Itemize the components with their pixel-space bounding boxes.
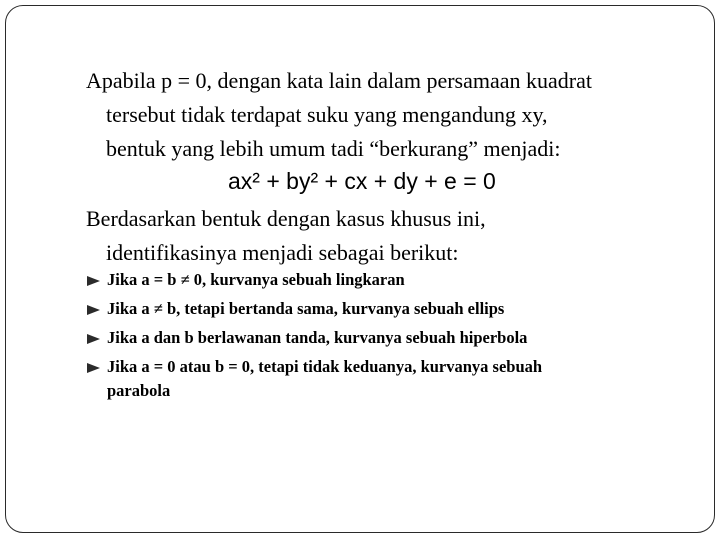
- identification-paragraph: [86, 202, 486, 270]
- case-item-circle: [86, 268, 542, 292]
- intro-line-3: bentuk yang lebih umum tadi “berkurang” menjadi:: [106, 136, 561, 161]
- intro-line-1: Apabila p = 0, dengan kata lain dalam persamaan kuadrat: [86, 68, 592, 93]
- case-text: Jika a ≠ b, tetapi bertanda sama, kurvanya sebuah ellips: [107, 299, 505, 318]
- arrow-bullet-icon: [87, 305, 100, 315]
- case-item-ellipse: [86, 297, 542, 321]
- case-text: Jika a dan b berlawanan tanda, kurvanya sebuah hiperbola: [107, 328, 528, 347]
- identification-line-2: identifikasinya menjadi sebagai berikut:: [106, 240, 459, 265]
- arrow-bullet-icon: [87, 334, 100, 344]
- case-item-parabola: [86, 355, 542, 403]
- arrow-bullet-icon: [87, 276, 100, 286]
- case-item-hyperbola: [86, 326, 542, 350]
- arrow-bullet-icon: [87, 363, 100, 373]
- case-text: Jika a = b ≠ 0, kurvanya sebuah lingkaran: [107, 270, 405, 289]
- equation: ax² + by² + cx + dy + e = 0: [228, 168, 496, 194]
- intro-paragraph: [86, 64, 592, 166]
- intro-line-2: tersebut tidak terdapat suku yang mengandung xy,: [106, 102, 548, 127]
- case-text: Jika a = 0 atau b = 0, tetapi tidak keduanya, kurvanya sebuah: [107, 357, 543, 376]
- identification-line-1: Berdasarkan bentuk dengan kasus khusus ini,: [86, 206, 486, 231]
- case-text-continued: parabola: [107, 381, 171, 400]
- case-list: [86, 268, 542, 408]
- slide-frame: [5, 5, 715, 533]
